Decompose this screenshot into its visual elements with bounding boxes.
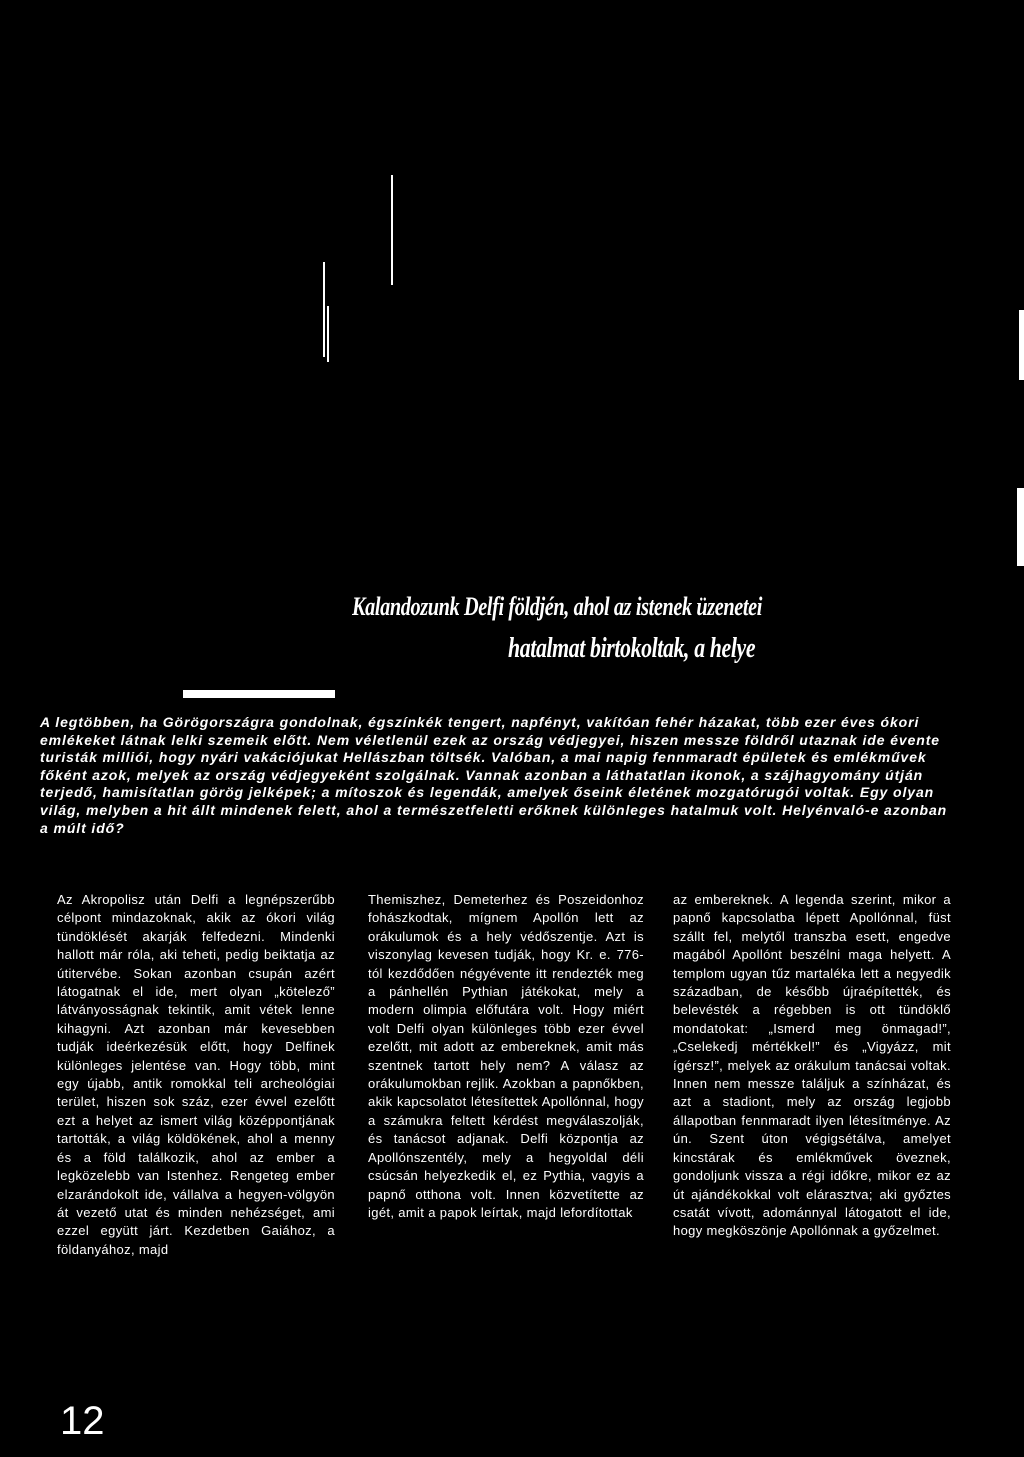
body-column-3 (673, 891, 951, 1241)
heading-line-2: hatalmat birtokoltak, a helye (508, 633, 756, 664)
lead-paragraph: A legtöbben, ha Görögországra gondolnak, égszínkék tengert, napfényt, vakítóan fehér házakat, több ezer éves ókori emlékeket látnak lelki szemeik előtt. Nem véletlenül ezek az ország védjegyei, hiszen messze földről utaznak ide évente turisták milliói, hogy nyári vakációjukat Hellászban töltsék. Valóban, a mai napig fennmaradt épületek és emlékművek főként azok, melyek az ország védjegyeként szolgálnak. Vannak azonban a láthatatlan ikonok, a szájhagyomány útján terjedő, hamisítatlan görög jelképek; a mítoszok és legendák, amelyek őseink életének mozgatórugói voltak. Egy olyan világ, melyben a hit állt mindenek felett, ahol a természetfeletti erőknek különleges hatalmuk volt. Helyénvaló-e azonban a múlt idő? (40, 714, 948, 836)
right-edge-mark-2 (1017, 488, 1024, 566)
body-column-1 (57, 891, 335, 1259)
photo-line-2 (323, 262, 325, 357)
body-column-2 (368, 891, 644, 1222)
heading-line-1: Kalandozunk Delfi földjén, ahol az istenek üzenetei (352, 592, 762, 621)
page-number: 12 (60, 1399, 105, 1443)
column-2-text: Themiszhez, Demeterhez és Poszeidonhoz fohászkodtak, mígnem Apollón lett az orákulumok és a hely védőszentje. Azt is viszonylag kevesen tudják, hogy Kr. e. 776-tól kezdődően négyévente itt rendezték meg a pánhellén Pythian játékokat, mely a modern olimpia előfutára volt. Hogy miért volt Delfi olyan különleges több ezer évvel ezelőtt, mit adott az embereknek, amit más szentnek tartott hely nem? A válasz az orákulumokban rejlik. Azokban a papnőkben, akik kapcsolatot létesítettek Apollónnal, hogy a számukra feltett kérdést megválaszolják, és tanácsot adjanak. Delfi központja az Apollónszentély, mely a hegyoldal déli csúcsán helyezkedik el, ez Pythia, vagyis a papnő otthona volt. Innen közvetítette az igét, amit a papok leírtak, majd lefordítottak (368, 892, 644, 1220)
photo-line-1 (391, 175, 393, 285)
photo-line-3 (327, 306, 329, 362)
section-rule (183, 690, 335, 698)
column-1-text: Az Akropolisz után Delfi a legnépszerűbb célpont mindazoknak, akik az ókori világ tündöklését akarják felfedezni. Mindenki hallott már róla, aki teheti, pedig beiktatja az útitervébe. Sokan azonban csupán azért látogatnak el ide, mert olyan „kötelező” látványosságnak tekintik, amit vétek lenne kihagyni. Azt azonban már kevesebben tudják ideérkezésük előtt, hogy Delfinek különleges jelentése van. Hogy több, mint egy újabb, antik romokkal teli archeológiai terület, hiszen sok száz, ezer évvel ezelőtt ezt a helyet az ismert világ középpontjának tartották, a világ köldökének, ahol a menny és a föld találkozik, ahol az ember a legközelebb van Istenhez. Rengeteg ember elzarándokolt ide, vállalva a hegyen-völgyön át vezető utat és minden nehézséget, ami ezzel együtt járt. Kezdetben Gaiához, a földanyához, majd (57, 892, 335, 1257)
right-edge-mark-1 (1019, 310, 1024, 380)
column-3-text: az embereknek. A legenda szerint, mikor a papnő kapcsolatba lépett Apollónnal, füst szállt fel, melytől transzba esett, engedve magából Apollónt beszélni maga helyett. A templom ugyan tűz martaléka lett a negyedik században, de később újraépítették, és belevésték a régebben is ott tündöklő mondatokat: „Ismerd meg önmagad!”, „Cselekedj mértékkel!” és „Vigyázz, mit ígérsz!”, melyek az orákulum tanácsai voltak. Innen nem messze találjuk a színházat, és azt a stadiont, mely az ország legjobb állapotban fennmaradt ilyen létesítménye. Az ún. Szent úton végigsétálva, amelyet kincstárak és emlékművek öveznek, gondoljunk vissza a régi időkre, mikor ez az út ajándékokkal volt elárasztva; aki győztes csatát vívott, adománnyal látogatott el ide, hogy megköszönje Apollónnak a győzelmet. (673, 892, 951, 1239)
